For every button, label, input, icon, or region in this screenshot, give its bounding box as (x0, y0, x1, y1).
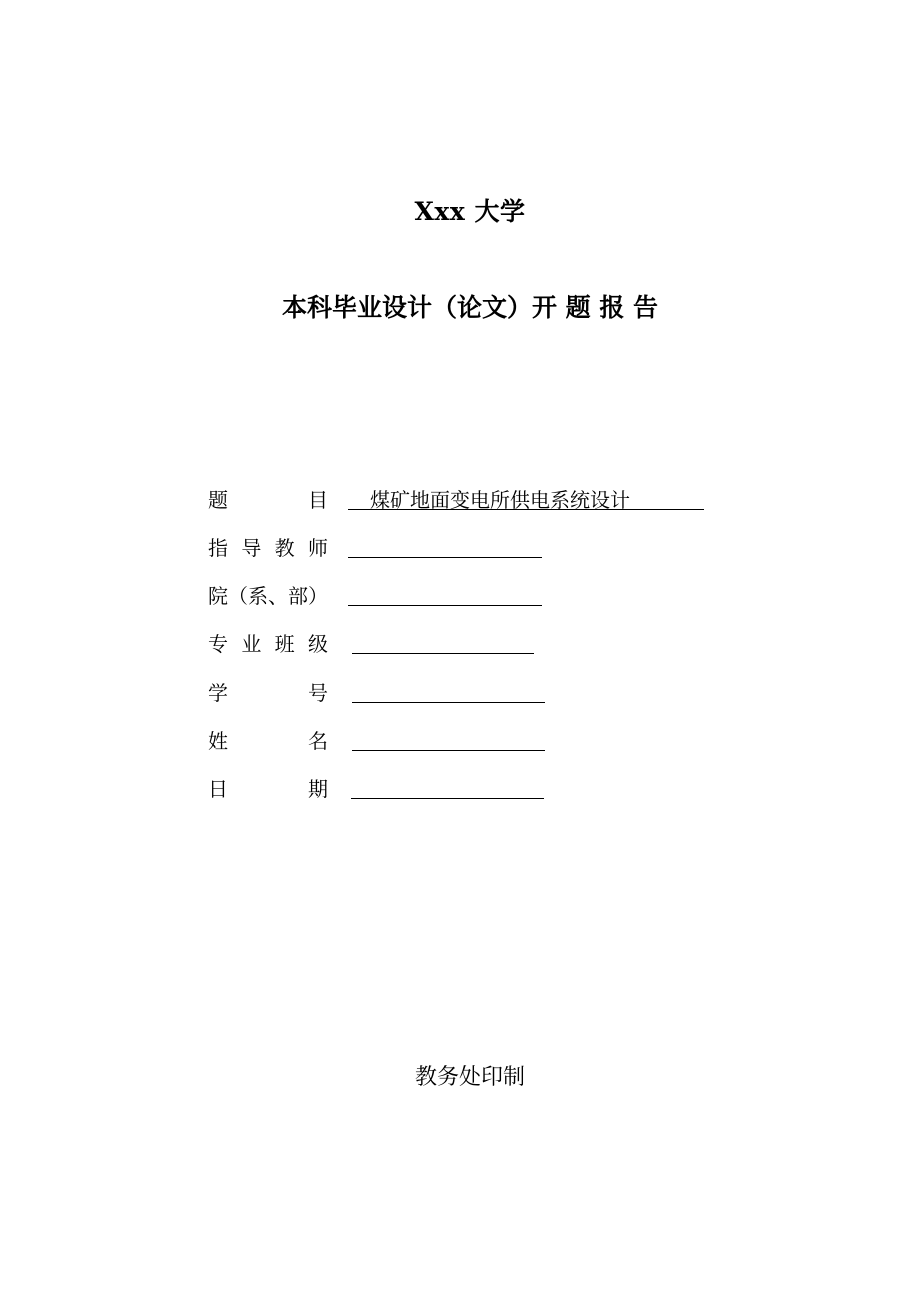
field-major-class-underline[interactable] (352, 653, 534, 654)
label-char: 专 (208, 632, 228, 656)
label-char: 业 (241, 632, 262, 656)
label-char: 导 (241, 536, 262, 560)
label-char: 期 (308, 777, 328, 801)
label-char: 班 (274, 632, 295, 656)
field-date-underline[interactable] (351, 798, 544, 799)
field-topic-label (208, 484, 328, 512)
report-title: 本科毕业设计（论文）开 题 报 告 (281, 293, 659, 322)
field-topic-value[interactable]: 煤矿地面变电所供电系统设计 (370, 488, 630, 512)
label-char: 级 (307, 632, 328, 656)
field-advisor-label (208, 532, 328, 560)
label-char: 日 (208, 777, 228, 801)
field-name-underline[interactable] (352, 750, 545, 751)
label-char: 指 (208, 536, 228, 560)
label-char: 师 (307, 536, 328, 560)
field-name-label (208, 725, 328, 753)
field-date-label (208, 773, 328, 801)
label-char: 号 (308, 681, 328, 705)
field-department-underline[interactable] (348, 605, 542, 606)
university-name: Xxx 大学 (414, 197, 526, 226)
label-char: 姓 (208, 729, 228, 753)
issuer-footer: 教务处印制 (414, 1065, 525, 1090)
label-char: 目 (308, 488, 328, 512)
field-student-id-label (208, 677, 328, 705)
field-major-class-label (208, 628, 328, 656)
field-department-label: 院（系、部） (208, 584, 328, 608)
field-advisor-underline[interactable] (348, 557, 542, 558)
field-student-id-underline[interactable] (352, 702, 545, 703)
label-char: 教 (274, 536, 295, 560)
label-char: 学 (208, 681, 228, 705)
label-char: 名 (308, 729, 328, 753)
label-char: 题 (208, 488, 228, 512)
